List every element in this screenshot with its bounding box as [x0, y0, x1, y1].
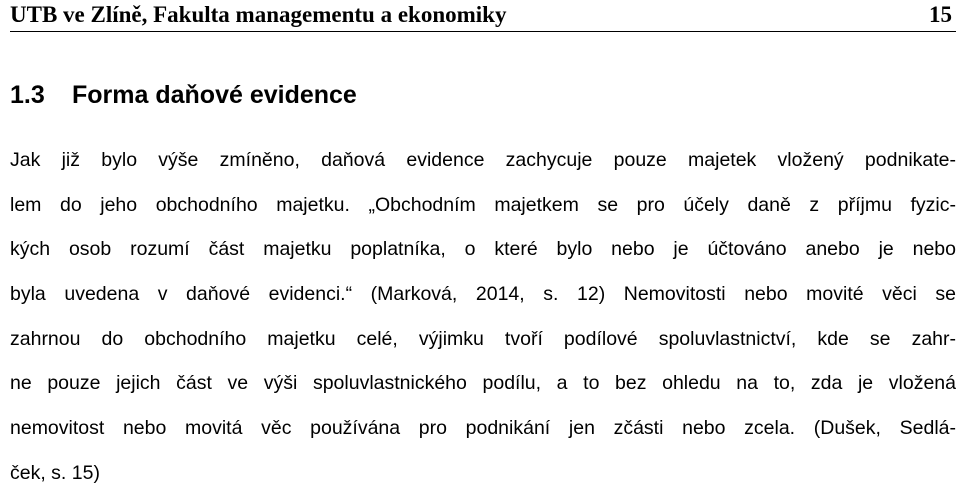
paragraph-line: ne pouze jejich část ve výši spoluvlastnického podílu, a to bez ohledu na to, zda je vložená — [10, 372, 956, 395]
header-title: UTB ve Zlíně, Fakulta managementu a ekonomiky — [10, 2, 507, 27]
paragraph-line: ček, s. 15) — [10, 461, 100, 484]
paragraph-line: Jak již bylo výše zmíněno, daňová evidence zachycuje pouze majetek vložený podnikate- — [10, 149, 956, 171]
section-title: Forma daňové evidence — [72, 81, 357, 109]
body-paragraph — [10, 145, 956, 503]
section-heading — [10, 80, 357, 110]
paragraph-line: byla uvedena v daňové evidenci.“ (Marková, 2014, s. 12) Nemovitosti nebo movité věci se — [10, 283, 956, 306]
paragraph-line: kých osob rozumí část majetku poplatníka, o které bylo nebo je účtováno anebo je nebo — [10, 238, 956, 261]
section-number: 1.3 — [10, 81, 45, 109]
header-divider — [10, 31, 956, 32]
page-number: 15 — [929, 2, 952, 27]
paragraph-line: zahrnou do obchodního majetku celé, výjimku tvoří podílové spoluvlastnictví, kde se zahr- — [10, 327, 956, 350]
page-header — [10, 0, 952, 30]
paragraph-line: lem do jeho obchodního majetku. „Obchodním majetkem se pro účely daně z příjmu fyzic- — [10, 193, 956, 216]
paragraph-line: nemovitost nebo movitá věc používána pro podnikání jen zčásti nebo zcela. (Dušek, Sedlá- — [10, 417, 956, 440]
